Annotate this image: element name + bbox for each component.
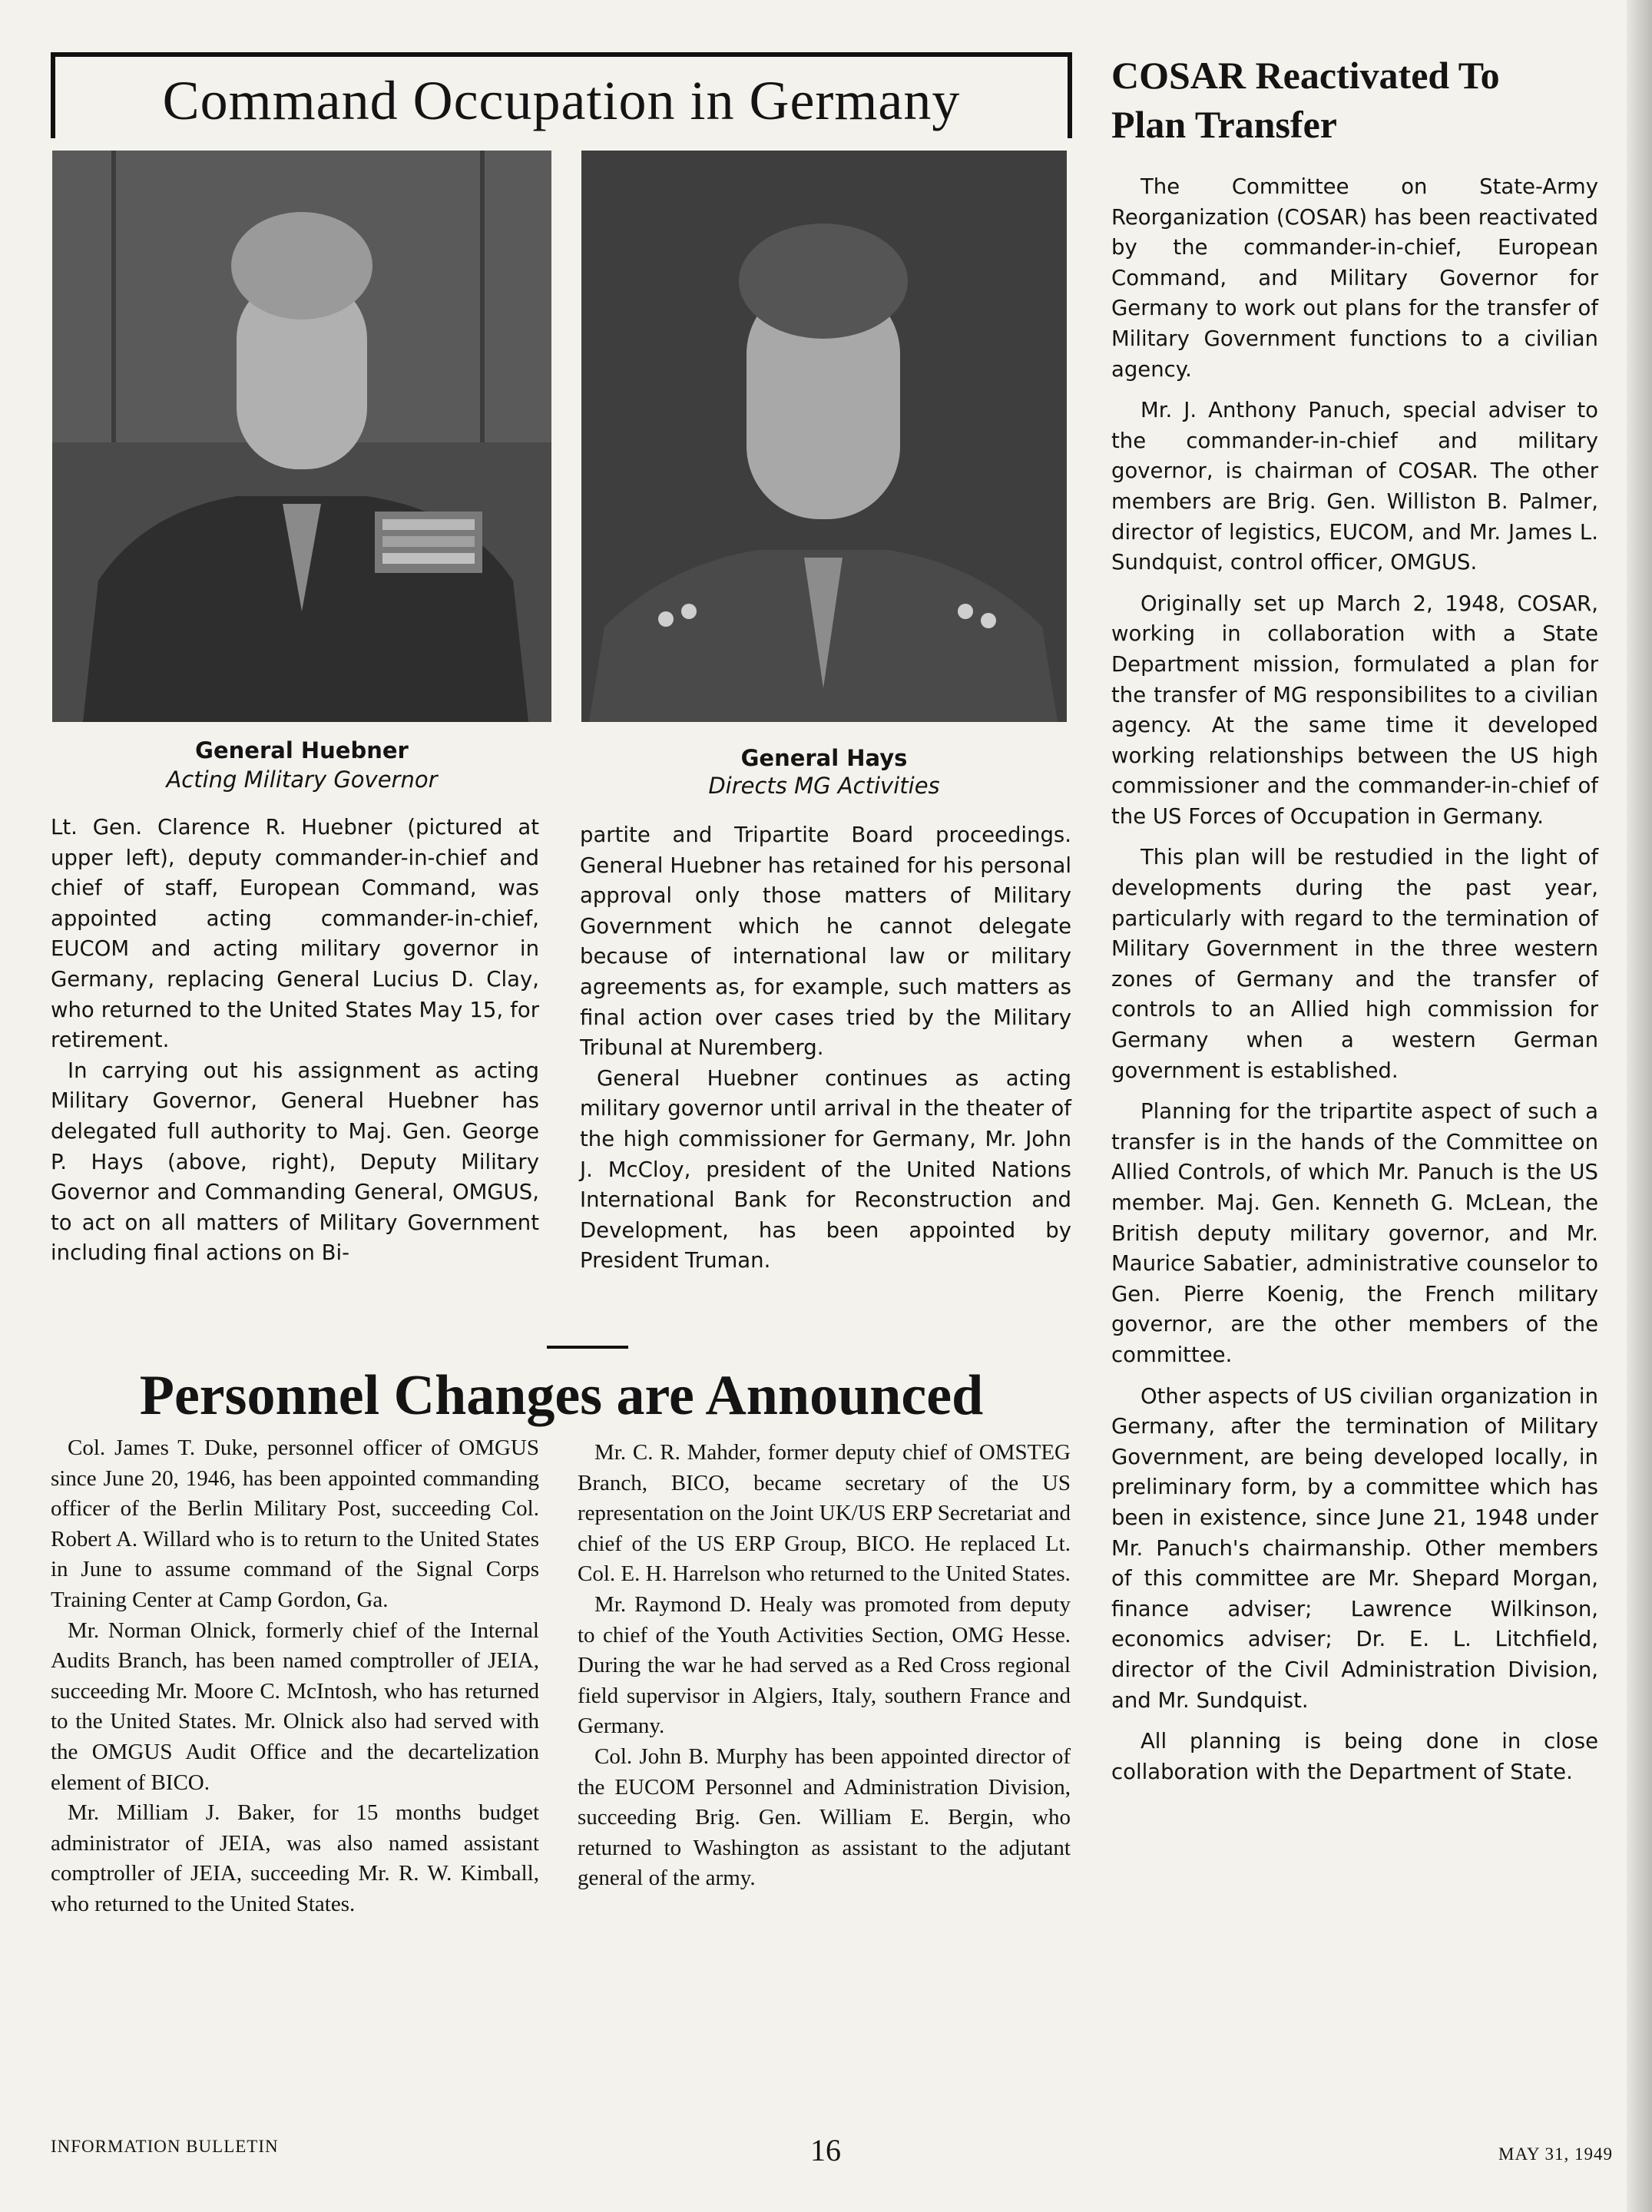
page-number: 16 [810, 2133, 841, 2167]
page-spine-edge [1627, 0, 1652, 2212]
cosar-paragraph: Other aspects of US civilian organization in Germany, after the termination of Military Government, are being developed locally, in preliminary form, by a committee which has been in existence, since June 21, 1948 under Mr. Panuch's chairmanship. Other members of this committee are Mr. Shepard Morgan, finance adviser; Lawrence Wilkinson, economics adviser; Dr. E. L. Litchfield, director of the Civil Administration Division, and Mr. Sundquist. [1111, 1383, 1598, 1713]
personnel-column-2 [578, 1438, 1071, 1894]
main-article-paragraph: Lt. Gen. Clarence R. Huebner (pictured at upper left), deputy commander-in-chief and chief of staff, European Command, was appointed acting commander-in-chief, EUCOM and acting military governor in Germany, replacing General Lucius D. Clay, who returned to the United States May 15, for retirement. [51, 815, 539, 1053]
cosar-paragraph: Originally set up March 2, 1948, COSAR, working in collaboration with a State Department mission, formulated a plan for the transfer of MG responsibilites to a civilian agency. At the same time it developed working relationships between the US high commissioner and the commander-in-chief of the US Forces of Occupation in Germany. [1111, 591, 1598, 829]
cosar-paragraph: The Committee on State-Army Reorganization (COSAR) has been reactivated by the commander-in-chief, European Command, and Military Governor for Germany to work out plans for the transfer of Military Government functions to a civilian agency. [1111, 174, 1598, 382]
cosar-paragraph: This plan will be restudied in the light of developments during the past year, particularly with regard to the termination of Military Government in the three western zones of Germany and the transfer of controls to an Allied high commission for Germany when a western German government is established. [1111, 845, 1598, 1083]
main-article-column-1 [51, 813, 539, 1269]
general-huebner-photo [52, 151, 551, 722]
cosar-paragraph: Mr. J. Anthony Panuch, special adviser to the commander-in-chief and military governor, is chairman of COSAR. The other members are Brig. Gen. Williston B. Palmer, director of legistics, EUCOM, and Mr. James L. Sundquist, control officer, OMGUS. [1111, 398, 1598, 575]
personnel-paragraph: Col. James T. Duke, personnel officer of OMGUS since June 20, 1946, has been appointed commanding officer of the Berlin Military Post, succeeding Col. Robert A. Willard who is to return to the United States in June to assume command of the Signal Corps Training Center at Camp Gordon, Ga. [51, 1435, 539, 1612]
main-article-paragraph: In carrying out his assignment as acting Military Governor, General Huebner has delegated full authority to Maj. Gen. George P. Hays (above, right), Deputy Military Governor and Commanding General, OMGUS, to act on all matters of Military Government including final actions on Bi- [51, 1058, 539, 1266]
publication-name: INFORMATION BULLETIN [51, 2137, 279, 2156]
hays-caption-role: Directs MG Activities [708, 773, 940, 799]
cosar-article-title: COSAR Reactivated To Plan Transfer [1111, 54, 1500, 146]
personnel-article-title: Personnel Changes are Announced [139, 1364, 984, 1427]
main-article-paragraph: General Huebner continues as acting military governor until arrival in the theater of the high commissioner for Germany, Mr. John J. McCloy, president of the United Nations International Bank for Reconstruction and Development, has been appointed by President Truman. [580, 1065, 1071, 1273]
section-divider [547, 1346, 628, 1349]
cosar-column [1111, 172, 1598, 1787]
cosar-paragraph: Planning for the tripartite aspect of such a transfer is in the hands of the Committee on Allied Controls, of which Mr. Panuch is the US member. Maj. Gen. Kenneth G. McLean, the British deputy military governor, and Mr. Maurice Sabatier, administrative counselor to Gen. Pierre Koenig, the French military governor, are the other members of the committee. [1111, 1099, 1598, 1367]
huebner-caption-role: Acting Military Governor [166, 767, 438, 793]
personnel-paragraph: Mr. Raymond D. Healy was promoted from deputy to chief of the Youth Activities Section, OMG Hesse. During the war he had served as a Red Cross regional field supervisor in Algiers, Italy, southern France and Germany. [578, 1591, 1071, 1739]
main-article-paragraph: partite and Tripartite Board proceedings. General Huebner has retained for his personal approval only those matters of Military Government which he cannot delegate because of international law or military agreements as, for example, such matters as final action over cases tried by the Military Tribunal at Nuremberg. [580, 823, 1071, 1061]
huebner-caption-name: General Huebner [195, 737, 409, 763]
personnel-paragraph: Mr. Norman Olnick, formerly chief of the Internal Audits Branch, has been named comptroller of JEIA, succeeding Mr. Moore C. McIntosh, who has returned to the United States. Mr. Olnick also had served with the OMGUS Audit Office and the decartelization element of BICO. [51, 1618, 539, 1795]
personnel-paragraph: Mr. C. R. Mahder, former deputy chief of OMSTEG Branch, BICO, became secretary of the US representation on the Joint UK/US ERP Secretariat and chief of the US ERP Group, BICO. He replaced Lt. Col. E. H. Harrelson who returned to the United States. [578, 1440, 1071, 1587]
personnel-column-1 [51, 1433, 539, 1920]
cosar-paragraph: All planning is being done in close collaboration with the Department of State. [1111, 1729, 1598, 1784]
personnel-paragraph: Mr. Milliam J. Baker, for 15 months budget administrator of JEIA, was also named assistant comptroller of JEIA, succeeding Mr. R. W. Kimball, who returned to the United States. [51, 1800, 539, 1916]
main-article-title: Command Occupation in Germany [162, 70, 961, 131]
main-article-column-2 [580, 820, 1071, 1277]
hays-caption-name: General Hays [740, 745, 908, 771]
general-hays-photo [581, 151, 1067, 722]
personnel-paragraph: Col. John B. Murphy has been appointed director of the EUCOM Personnel and Administration Division, succeeding Brig. Gen. William E. Bergin, who returned to Washington as assistant to the adjutant general of the army. [578, 1743, 1071, 1891]
issue-date: MAY 31, 1949 [1498, 2144, 1613, 2164]
